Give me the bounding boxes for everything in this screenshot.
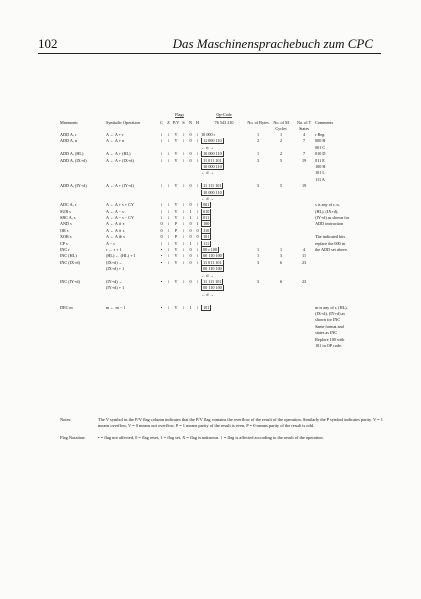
cell-flag-h: ↕ [196, 157, 199, 163]
cell-flag-pv: V [174, 138, 178, 144]
instruction-table [60, 112, 390, 349]
cell-comment: 010 D [315, 151, 326, 157]
cell-opcode-box: 11 111 101 [203, 183, 222, 189]
cell-flag-z: ↕ [167, 183, 170, 189]
cell-mnemonic: INC (IX+d) [60, 259, 80, 265]
cell-comment: 011 E [315, 157, 325, 163]
header-flag-h: H [196, 120, 200, 125]
cell-flag-s: ↕ [182, 157, 185, 163]
cell-opcode-box: 11 011 101 [203, 259, 222, 265]
cell-flag-s: ↕ [182, 253, 185, 259]
cell-flag-pv: P [174, 234, 178, 240]
cell-flag-h: ↕ [196, 215, 199, 221]
notes-paragraph [60, 417, 390, 429]
header-tstates: No. of T States [296, 120, 312, 131]
cell-flag-n: 0 [189, 227, 192, 233]
cell-flag-s: ↕ [182, 221, 185, 227]
cell-opcode: ← d → [201, 272, 214, 278]
cell-flag-pv: V [174, 157, 178, 163]
cell-flag-pv: V [174, 253, 178, 259]
cell-comment: 101 in OP code. [315, 342, 342, 348]
cell-flag-c: 0 [160, 234, 163, 240]
flag-notation-paragraph [60, 435, 390, 441]
cell-flag-c: • [160, 247, 163, 253]
cell-flag-h: ↕ [196, 132, 199, 137]
cell-t-states: 7 [303, 151, 306, 157]
cell-symbolic-operation: A − s [106, 240, 115, 246]
cell-opcode-box: 011 [203, 215, 210, 221]
notes-section [60, 417, 390, 448]
cell-flag-z: ↕ [167, 151, 170, 157]
cell-flag-n: 0 [189, 247, 192, 253]
cell-flag-z: ↕ [167, 132, 170, 137]
cell-opcode-box: 00 r 100 [203, 247, 218, 253]
cell-flag-pv: V [174, 304, 178, 310]
cell-flag-c: 0 [160, 227, 163, 233]
cell-m-cycles: 2 [280, 151, 283, 157]
cell-flag-c: • [160, 259, 163, 265]
header-rule [38, 53, 381, 54]
cell-flag-n: 0 [189, 202, 192, 208]
cell-flag-s: ↕ [182, 234, 185, 240]
cell-bytes [247, 343, 269, 349]
cell-t-states [293, 343, 315, 349]
cell-opcode: ← d → [201, 195, 214, 201]
cell-bytes: 3 [257, 278, 260, 284]
cell-m-cycles: 6 [280, 259, 283, 265]
cell-flag-n: 1 [189, 240, 192, 246]
notes-label: Notes: [60, 417, 72, 422]
cell-bytes: 1 [257, 247, 260, 253]
cell-t-states: 19 [301, 157, 307, 163]
cell-opcode-box: 00 110 100 [203, 285, 222, 291]
cell-flag-pv: V [174, 240, 178, 246]
cell-symbolic-operation: (IY+d) + 1 [106, 285, 125, 291]
cell-flag-s: ↕ [182, 202, 185, 208]
cell-flag-n: 0 [189, 132, 192, 137]
header-flag-z: Z [167, 120, 170, 125]
cell-flag-s: ↕ [182, 247, 185, 253]
cell-mnemonic: ADD A, r [60, 132, 77, 137]
header-mnemonic: Mnemonic [60, 120, 79, 125]
cell-flag-s: ↕ [182, 278, 185, 284]
cell-m-cycles: 2 [280, 138, 283, 144]
cell-t-states: 11 [302, 253, 307, 259]
cell-flag-c: ↕ [160, 157, 163, 163]
cell-opcode-box: 00 110 100 [203, 253, 222, 259]
cell-flag-c: ↕ [160, 138, 163, 144]
cell-flag-n: 0 [189, 183, 192, 189]
cell-flag-pv: V [174, 215, 178, 221]
cell-flag-c: ↕ [160, 151, 163, 157]
cell-flag-s: ↕ [182, 215, 185, 221]
cell-comment: 111 A [315, 176, 325, 182]
cell-flag-h: 0 [196, 227, 199, 233]
cell-flag-n: 0 [189, 151, 192, 157]
cell-t-states: 4 [303, 247, 306, 253]
flag-notation-text: • = flag not affected, 0 = flag reset, 1 = flag set, X = flag is unknown. ↕ = flag is affected according to the result of the operation. [98, 435, 324, 441]
cell-comment: 000 B [315, 138, 326, 144]
cell-flag-z: ↕ [167, 234, 170, 240]
cell-t-states: 19 [301, 183, 307, 189]
cell-opcode-box: 100 [203, 221, 210, 227]
cell-flag-c: 0 [160, 221, 163, 227]
cell-m-cycles: 1 [280, 247, 283, 253]
flags-group-header: Flags [175, 112, 185, 117]
header-mcycles: No. of M Cycles [273, 120, 289, 131]
cell-flag-z: ↕ [167, 247, 170, 253]
notes-text: The V symbol in the P/V flag column indicates that the P/V flag contains the overflow of the result of the operation. Similarly the P symbol indicates parity. V = 1 means overflow, V = 0 means not overflow. P = 1 means parity of the result is even, P = 0 means parity of the result is odd. [98, 417, 383, 429]
cell-mnemonic: INC (IY+d) [60, 278, 80, 284]
cell-comment: s is any of r, n, [315, 202, 340, 208]
cell-flag-s [180, 343, 187, 349]
cell-mnemonic: XOR s [60, 234, 72, 240]
cell-symbolic-operation: (IX+d) ← [106, 259, 123, 265]
cell-mnemonic: ADC A, s [60, 202, 77, 208]
cell-opcode-box: 11 111 101 [203, 278, 222, 284]
cell-flag-h: ↕ [196, 240, 199, 246]
cell-comment: Same format and [315, 323, 344, 329]
cell-flag-pv: V [174, 208, 178, 214]
cell-bytes: 3 [257, 259, 260, 265]
cell-flag-z: ↕ [167, 157, 170, 163]
cell-flag-z: ↕ [167, 304, 170, 310]
cell-mnemonic: ADD A, (IX+d) [60, 157, 87, 163]
cell-m-cycles: 5 [280, 183, 283, 189]
cell-flag-n [187, 343, 194, 349]
cell-t-states: 4 [303, 132, 306, 137]
cell-opcode-box: 111 [203, 240, 210, 246]
cell-bytes: 1 [257, 132, 260, 137]
cell-t-states: 7 [303, 138, 306, 144]
cell-flag-z: ↕ [167, 227, 170, 233]
cell-symbolic-operation [106, 343, 158, 349]
cell-flag-c [158, 343, 165, 349]
cell-flag-z: ↕ [167, 208, 170, 214]
cell-flag-c: ↕ [160, 208, 163, 214]
cell-flag-z: ↕ [167, 221, 170, 227]
cell-bytes: 1 [257, 253, 260, 259]
instruction-table-body [60, 132, 390, 349]
cell-opcode-box: 00 110 100 [203, 266, 222, 272]
cell-flag-z: ↕ [167, 202, 170, 208]
header-opcode-bits: 76 543 210 [214, 120, 234, 125]
cell-mnemonic [60, 343, 106, 349]
cell-flag-pv: V [174, 278, 178, 284]
cell-symbolic-operation: r ← r + 1 [106, 247, 122, 253]
cell-flag-h: ↕ [196, 138, 199, 144]
cell-t-states: 23 [301, 278, 307, 284]
cell-flag-z: ↕ [167, 138, 170, 144]
cell-flag-n: 0 [189, 259, 192, 265]
cell-flag-h: ↕ [196, 253, 199, 259]
cell-flag-h: 1 [196, 221, 199, 227]
cell-flag-n: 1 [189, 208, 192, 214]
cell-flag-s: ↕ [182, 151, 185, 157]
cell-t-states: 23 [301, 259, 307, 265]
cell-mnemonic: SBC A, s [60, 215, 76, 221]
cell-flag-c: • [160, 304, 163, 310]
cell-flag-s: ↕ [182, 240, 185, 246]
cell-flag-c: • [160, 278, 163, 284]
cell-symbolic-operation: A ← A + (IX+d) [106, 157, 134, 163]
cell-flag-s: ↕ [182, 259, 185, 265]
cell-m-cycles: 1 [280, 132, 283, 137]
cell-m-cycles [269, 343, 293, 349]
cell-mnemonic: INC (HL) [60, 253, 77, 259]
header-flag-n: N [188, 120, 193, 125]
cell-opcode-box: 101 [203, 234, 210, 240]
cell-flag-s: ↕ [182, 183, 185, 189]
cell-symbolic-operation: A ← A + n [106, 138, 125, 144]
cell-comment: states as INC [315, 330, 338, 336]
cell-flag-s: ↕ [182, 304, 185, 310]
header-bytes: No. of Bytes [247, 120, 269, 125]
cell-symbolic-operation: A ← A ∧ s [106, 221, 125, 227]
cell-opcode: ← d → [201, 291, 214, 297]
flag-notation-label: Flag Notation: [60, 435, 86, 441]
cell-mnemonic: DEC m [60, 304, 73, 310]
cell-mnemonic: ADD A, n [60, 138, 78, 144]
cell-flag-n: 0 [189, 138, 192, 144]
cell-opcode-box: 10 000 110 [203, 151, 222, 157]
cell-flag-s: ↕ [182, 132, 185, 137]
cell-comment: ADD instruction [315, 221, 344, 227]
cell-symbolic-operation: A ← A + s + CY [106, 202, 134, 208]
header-flag-s: S [182, 120, 185, 125]
cell-opcode: ← n → [201, 144, 214, 150]
cell-opcode-box: 10 000 110 [203, 163, 222, 169]
cell-bytes: 2 [257, 138, 260, 144]
cell-flag-h: ↕ [196, 247, 199, 253]
header-comments: Comments [315, 120, 334, 125]
cell-flag-n: 0 [189, 278, 192, 284]
cell-mnemonic: SUB s [60, 208, 71, 214]
header-flag-pv: P/V [172, 120, 180, 125]
column-header-row [60, 120, 390, 132]
cell-m-cycles: 5 [280, 157, 283, 163]
cell-comment: 001 C [315, 144, 326, 150]
cell-flag-h: ↕ [196, 259, 199, 265]
cell-bytes: 3 [257, 183, 260, 189]
cell-symbolic-operation: A ← A − s − CY [106, 215, 134, 221]
cell-flag-n: 1 [189, 304, 192, 310]
cell-flag-h: 0 [196, 234, 199, 240]
cell-flag-pv: V [174, 202, 178, 208]
cell-flag-c: ↕ [160, 202, 163, 208]
cell-comment: The indicated bits [315, 234, 346, 240]
cell-flag-n: 0 [189, 221, 192, 227]
cell-flag-h: ↕ [196, 208, 199, 214]
cell-flag-s: ↕ [182, 138, 185, 144]
cell-flag-s: ↕ [182, 208, 185, 214]
cell-mnemonic: ADD A, (HL) [60, 151, 84, 157]
cell-mnemonic: INC r [60, 247, 70, 253]
cell-flag-n: 1 [189, 215, 192, 221]
cell-flag-pv: P [174, 227, 178, 233]
cell-m-cycles: 3 [280, 253, 283, 259]
cell-flag-pv: V [174, 151, 178, 157]
cell-comment: (HL), (IX+d), [315, 208, 339, 214]
group-header-row [60, 112, 390, 120]
cell-opcode-box: 11 000 110 [203, 138, 222, 144]
cell-flag-z: ↕ [167, 240, 170, 246]
cell-flag-h: ↕ [196, 304, 199, 310]
cell-symbolic-operation: A ← A + r [106, 132, 124, 137]
cell-comment: m is any of r, (HL), [315, 304, 348, 310]
table-row [60, 343, 390, 349]
cell-symbolic-operation: (IY+d) ← [106, 278, 123, 284]
cell-opcode-box: 010 [203, 208, 210, 214]
cell-symbolic-operation: A ← A + (IY+d) [106, 183, 134, 189]
cell-symbolic-operation: (IX+d) + 1 [106, 266, 125, 272]
cell-flag-c: ↕ [160, 183, 163, 189]
cell-flag-z: ↕ [167, 253, 170, 259]
cell-symbolic-operation: A ← A + (HL) [106, 151, 131, 157]
cell-opcode: ← d → [201, 170, 214, 176]
cell-flag-pv: V [174, 259, 178, 265]
cell-flag-c: • [160, 253, 163, 259]
cell-flag-pv: V [174, 247, 178, 253]
cell-flag-z: ↕ [167, 278, 170, 284]
cell-opcode-box: 10 000 110 [203, 189, 222, 195]
cell-flag-c: ↕ [160, 240, 163, 246]
cell-comment: r Reg. [315, 132, 326, 137]
cell-flag-pv: V [174, 183, 178, 189]
cell-flag-h: ↕ [196, 278, 199, 284]
cell-m-cycles: 6 [280, 278, 283, 284]
opcode-group-header: Op-Code [216, 112, 232, 117]
page-title: Das Maschinensprachebuch zum CPC [172, 36, 373, 51]
cell-bytes: 1 [257, 151, 260, 157]
cell-comment: (IX+d), (IY+d) as [315, 310, 346, 316]
cell-flag-s: ↕ [182, 227, 185, 233]
cell-mnemonic: CP s [60, 240, 68, 246]
cell-flag-z [165, 343, 172, 349]
cell-flag-h: ↕ [196, 151, 199, 157]
cell-opcode-box: 11 011 101 [203, 157, 222, 163]
header-symbolic: Symbolic Operation [106, 120, 140, 125]
cell-comment: 100 H [315, 163, 326, 169]
cell-symbolic-operation: m ← m − 1 [106, 304, 126, 310]
cell-flag-h [194, 343, 201, 349]
cell-opcode-box: 101 [203, 304, 210, 310]
cell-opcode-box: 001 [203, 202, 210, 208]
cell-flag-h: ↕ [196, 183, 199, 189]
cell-opcode [201, 343, 247, 349]
cell-comment: the ADD set above. [315, 247, 348, 253]
cell-flag-z: ↕ [167, 259, 170, 265]
cell-bytes: 3 [257, 157, 260, 163]
cell-symbolic-operation: (HL) ← (HL) + 1 [106, 253, 136, 259]
cell-mnemonic: ADD A, (IY+d) [60, 183, 87, 189]
cell-flag-pv: P [174, 221, 178, 227]
header-flag-c: C [160, 120, 163, 125]
cell-opcode-box: 110 [203, 227, 210, 233]
cell-symbolic-operation: A ← A ⊕ s [106, 234, 125, 240]
cell-flag-c: ↕ [160, 132, 163, 137]
cell-mnemonic: AND s [60, 221, 72, 227]
cell-comment: shown for INC [315, 317, 341, 323]
cell-flag-pv [172, 343, 180, 349]
cell-flag-pv: V [174, 132, 178, 137]
cell-comment: 101 L [315, 170, 325, 176]
cell-flag-n: 0 [189, 157, 192, 163]
cell-symbolic-operation: A ← A − s [106, 208, 124, 214]
cell-flag-z: ↕ [167, 215, 170, 221]
cell-mnemonic: OR s [60, 227, 69, 233]
cell-flag-n: 0 [189, 253, 192, 259]
cell-comment: Replace 100 with [315, 336, 345, 342]
cell-opcode: 10 000 r [201, 132, 216, 137]
cell-flag-h: ↕ [196, 202, 199, 208]
cell-comment: (IY+d) as shown for [315, 215, 350, 221]
cell-flag-n: 0 [189, 234, 192, 240]
page-number: 102 [38, 36, 58, 51]
cell-comment: replace the 000 in [315, 240, 345, 246]
cell-flag-c: ↕ [160, 215, 163, 221]
cell-symbolic-operation: A ← A ∨ s [106, 227, 125, 233]
